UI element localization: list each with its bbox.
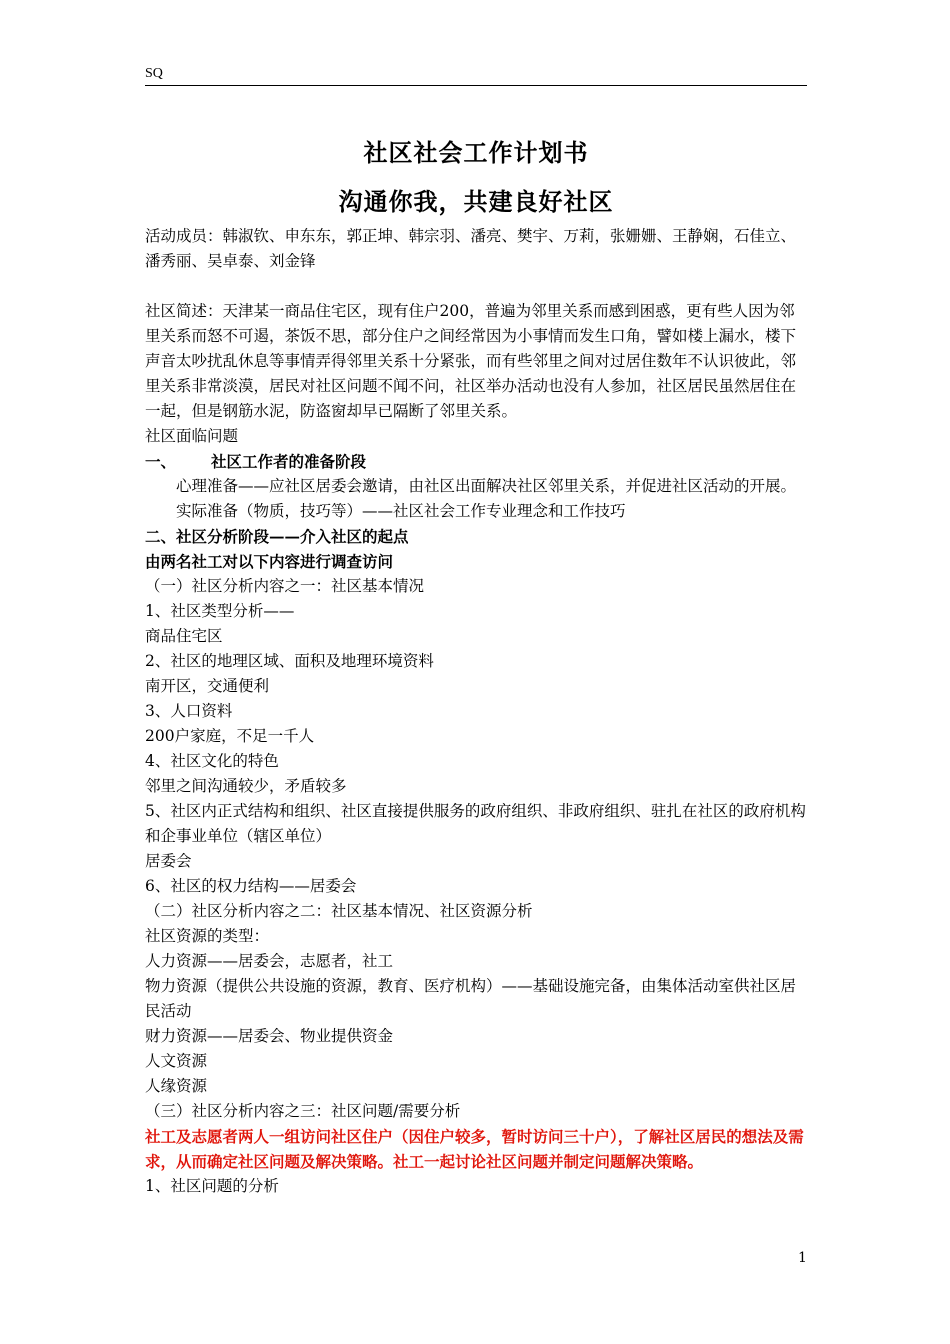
section2-subheading: 由两名社工对以下内容进行调查访问 [145,552,394,571]
header-text: SQ [145,66,163,81]
body-line: （一）社区分析内容之一：社区基本情况 [145,577,425,595]
body-line: 5、社区内正式结构和组织、社区直接提供服务的政府组织、非政府组织、驻扎在社区的政府机构和企事业单位（辖区单位） [145,802,806,845]
body-line: （三）社区分析内容之三：社区问题/需要分析 [145,1102,461,1120]
intro-paragraph: 社区简述：天津某一商品住宅区，现有住户200，普遍为邻里关系而感到困惑，更有些人因为邻里关系而怒不可遏，茶饭不思，部分住户之间经常因为小事情而发生口角，譬如楼上漏水，楼下声音太吵扰乱休息等事情弄得邻里关系十分紧张，而有些邻里之间对过居住数年不认识彼此，邻里关系非常淡漠，居民对社区问题不闻不问，社区举办活动也没有人参加，社区居民虽然居住在一起，但是钢筋水泥，防盗窗却早已隔断了邻里关系。 [145,302,797,420]
document-body [145,224,807,1199]
problems-heading: 社区面临问题 [145,427,239,445]
members-paragraph: 活动成员：韩淑钦、申东东，郭正坤、韩宗羽、潘亮、樊宇、万莉，张姗姗、王静娴，石佳立、潘秀丽、吴卓泰、刘金锋 [145,227,797,270]
section2-heading: 二、社区分析阶段——介入社区的起点 [145,527,409,546]
body-line: 物力资源（提供公共设施的资源，教育、医疗机构）——基础设施完备，由集体活动室供社区居民活动 [145,977,797,1020]
page-number: 1 [798,1250,807,1266]
body-line: 4、社区文化的特色 [145,752,279,770]
analysis-lines [145,574,807,1124]
document-subtitle: 沟通你我，共建良好社区 [338,187,614,216]
body-line: 6、社区的权力结构——居委会 [145,877,357,895]
section1-title: 社区工作者的准备阶段 [211,452,367,471]
body-line: 南开区，交通便利 [145,677,270,695]
blank-line [145,274,807,299]
body-line: 1、社区类型分析—— [145,602,295,620]
document-title: 社区社会工作计划书 [363,138,589,167]
body-line: 人缘资源 [145,1077,208,1095]
body-line: 社区资源的类型： [145,927,270,945]
body-line: 财力资源——居委会、物业提供资金 [145,1027,394,1045]
section1-number: 一、 [145,452,177,471]
section1-heading [145,449,807,474]
survey-instruction-red: 社工及志愿者两人一组访问社区住户（因住户较多，暂时访问三十户），了解社区居民的想法及需求，从而确定社区问题及解决策略。社工一起讨论社区问题并制定问题解决策略。 [145,1127,804,1171]
psych-prep-paragraph: 心理准备——应社区居委会邀请，由社区出面解决社区邻里关系，并促进社区活动的开展。 [176,477,797,495]
body-line: 居委会 [145,852,192,870]
header-rule [145,85,807,86]
body-line: 人文资源 [145,1052,208,1070]
body-line: 邻里之间沟通较少，矛盾较多 [145,777,347,795]
body-line: 3、人口资料 [145,702,233,720]
last-line: 1、社区问题的分析 [145,1177,279,1195]
body-line: 2、社区的地理区域、面积及地理环境资料 [145,652,434,670]
body-line: 商品住宅区 [145,627,223,645]
body-line: （二）社区分析内容之二：社区基本情况、社区资源分析 [145,902,533,920]
body-line: 人力资源——居委会，志愿者，社工 [145,952,394,970]
body-line: 200户家庭，不足一千人 [145,727,315,745]
practical-prep-paragraph: 实际准备（物质，技巧等）——社区社会工作专业理念和工作技巧 [176,502,626,520]
